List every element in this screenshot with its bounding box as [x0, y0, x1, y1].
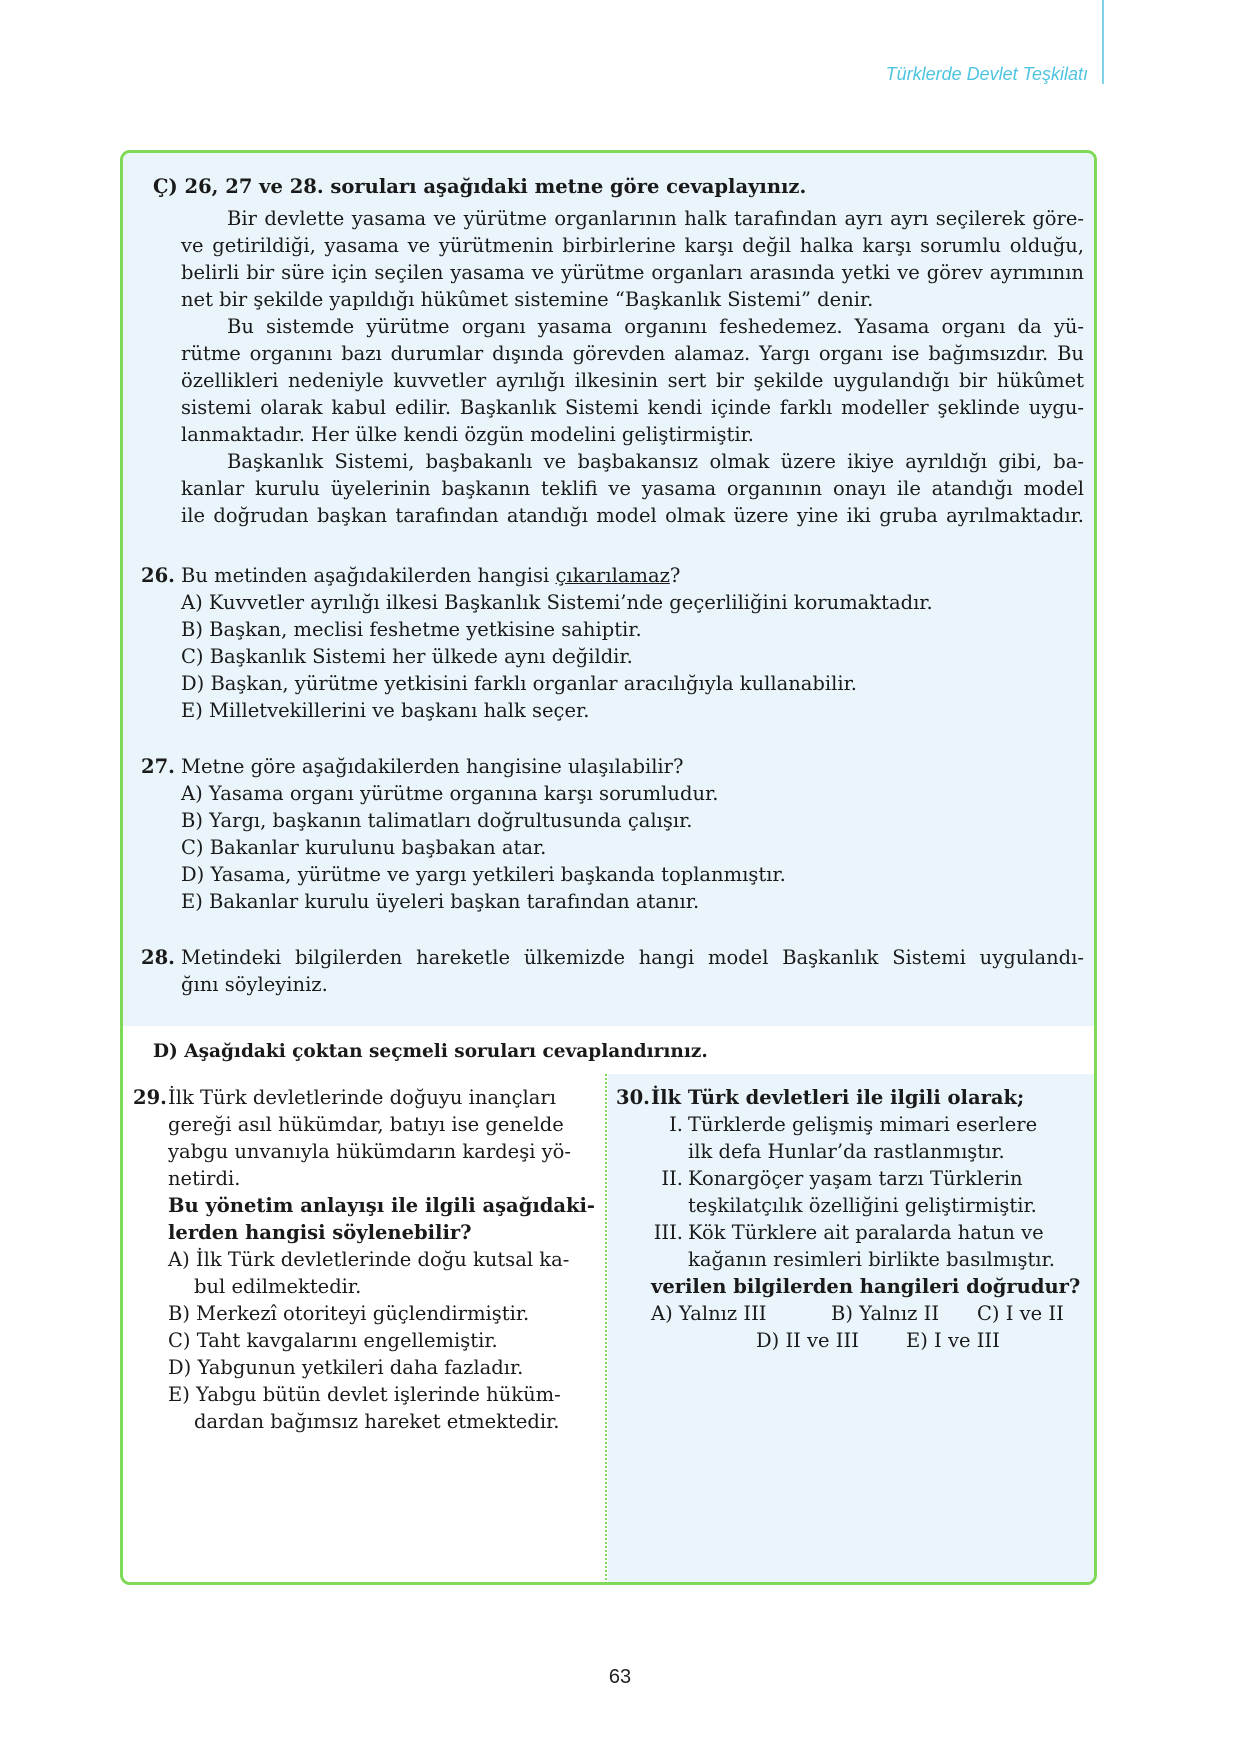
passage-line: sistemi olarak kabul edilir. Başkanlık Sistemi kendi içinde farklı modeller şeklinde uygu-	[181, 396, 1084, 419]
answer-option: E) Yabgu bütün devlet işlerinde hüküm-	[168, 1383, 561, 1406]
question-stem: gereği asıl hükümdar, batıyı ise genelde	[168, 1113, 564, 1136]
passage-line: kanlar kurulu üyelerinin başkanın teklifi ve yasama organının onayı ile atandığı model	[181, 477, 1084, 500]
activity-box	[120, 150, 1097, 1585]
question-number: 29.	[133, 1086, 167, 1109]
stem-text-end: ?	[669, 564, 681, 587]
statement-text: kağanın resimleri birlikte basılmıştır.	[688, 1248, 1055, 1271]
answer-option: D) Yabgunun yetkileri daha fazladır.	[168, 1356, 524, 1379]
statement-text: Konargöçer yaşam tarzı Türklerin	[688, 1167, 1023, 1190]
question-number: 30.	[616, 1086, 650, 1109]
answer-option: A) Yasama organı yürütme organına karşı sorumludur.	[181, 782, 719, 805]
question-stem: Metindeki bilgilerden hareketle ülkemizde hangi model Başkanlık Sistemi uygulandı-	[181, 946, 1084, 969]
section-d-header	[123, 1026, 1094, 1074]
stem-text: Bu metinden aşağıdakilerden hangisi	[181, 564, 556, 587]
question-stem: İlk Türk devletlerinde doğuyu inançları	[168, 1086, 556, 1109]
answer-option: B) Başkan, meclisi feshetme yetkisine sahiptir.	[181, 618, 642, 641]
statement-text: ilk defa Hunlar’da rastlanmıştır.	[688, 1140, 1005, 1163]
question-number: 28.	[141, 946, 175, 969]
statement-text: Kök Türklere ait paralarda hatun ve	[688, 1221, 1044, 1244]
answer-option: B) Merkezî otoriteyi güçlendirmiştir.	[168, 1302, 530, 1325]
statement-numeral: III.	[653, 1221, 683, 1244]
answer-option: A) İlk Türk devletlerinde doğu kutsal ka-	[168, 1248, 570, 1271]
question-number: 27.	[141, 755, 175, 778]
answer-option: A) Yalnız III	[651, 1302, 767, 1325]
answer-option-continuation: bul edilmektedir.	[194, 1275, 362, 1298]
question-prompt: Bu yönetim anlayışı ile ilgili aşağıdaki-	[168, 1194, 596, 1217]
header-divider	[1102, 0, 1104, 84]
answer-option: D) Yasama, yürütme ve yargı yetkileri başkanda toplanmıştır.	[181, 863, 786, 886]
answer-option: B) Yargı, başkanın talimatları doğrultusunda çalışır.	[181, 809, 693, 832]
question-29	[123, 1074, 605, 1585]
stem-emphasis: çıkarılamaz	[555, 564, 670, 587]
passage-line: ve getirildiği, yasama ve yürütmenin birbirlerine karşı değil halka karşı sorumlu olduğu,	[181, 234, 1084, 257]
section-d-heading: D) Aşağıdaki çoktan seçmeli soruları cevaplandırınız.	[153, 1041, 708, 1062]
answer-option: C) I ve II	[977, 1302, 1064, 1325]
question-number: 26.	[141, 564, 175, 587]
passage-line: Bir devlette yasama ve yürütme organlarının halk tarafından ayrı ayrı seçilerek göre-	[227, 207, 1084, 230]
question-30	[608, 1074, 1094, 1585]
column-divider	[605, 1074, 607, 1585]
answer-option: C) Taht kavgalarını engellemiştir.	[168, 1329, 498, 1352]
question-stem: Metne göre aşağıdakilerden hangisine ulaşılabilir?	[181, 755, 684, 778]
page-number: 63	[608, 1666, 632, 1688]
question-stem: netirdi.	[168, 1167, 241, 1190]
passage-line: lanmaktadır. Her ülke kendi özgün modelini geliştirmiştir.	[181, 423, 754, 446]
answer-option: E) Bakanlar kurulu üyeleri başkan tarafından atanır.	[181, 890, 700, 913]
answer-option: C) Bakanlar kurulunu başbakan atar.	[181, 836, 547, 859]
passage-line: rütme organını bazı durumlar dışında görevden alamaz. Yargı organı ise bağımsızdır. Bu	[181, 342, 1084, 365]
passage-line: belirli bir süre için seçilen yasama ve yürütme organları arasında yetki ve görev ayrımının	[181, 261, 1084, 284]
answer-option: C) Başkanlık Sistemi her ülkede aynı değildir.	[181, 645, 633, 668]
passage-line: özellikleri nedeniyle kuvvetler ayrılığı ilkesinin sert bir şekilde uygulandığı bir hükûmet	[181, 369, 1084, 392]
answer-option: B) Yalnız II	[831, 1302, 940, 1325]
chapter-title: Türklerde Devlet Teşkilatı	[885, 64, 1088, 84]
section-c	[123, 153, 1094, 1026]
statement-numeral: II.	[661, 1167, 683, 1190]
answer-option: A) Kuvvetler ayrılığı ilkesi Başkanlık Sistemi’nde geçerliliğini korumaktadır.	[181, 591, 933, 614]
passage-line: Bu sistemde yürütme organı yasama organını feshedemez. Yasama organı da yü-	[227, 315, 1084, 338]
passage-line: net bir şekilde yapıldığı hükûmet sistemine “Başkanlık Sistemi” denir.	[181, 288, 874, 311]
statement-numeral: I.	[669, 1113, 683, 1136]
question-stem: ğını söyleyiniz.	[181, 973, 328, 996]
question-stem	[181, 562, 680, 589]
question-stem: İlk Türk devletleri ile ilgili olarak;	[651, 1086, 1025, 1109]
statement-text: Türklerde gelişmiş mimari eserlere	[688, 1113, 1038, 1136]
statement-text: teşkilatçılık özelliğini geliştirmiştir.	[688, 1194, 1037, 1217]
question-prompt: lerden hangisi söylenebilir?	[168, 1221, 472, 1244]
answer-option: E) I ve III	[906, 1329, 1000, 1352]
answer-option: E) Milletvekillerini ve başkanı halk seçer.	[181, 699, 590, 722]
question-stem: yabgu unvanıyla hükümdarın kardeşi yö-	[168, 1140, 571, 1163]
answer-option: D) II ve III	[756, 1329, 859, 1352]
question-prompt: verilen bilgilerden hangileri doğrudur?	[651, 1275, 1081, 1298]
passage-line: Başkanlık Sistemi, başbakanlı ve başbakansız olmak üzere ikiye ayrıldığı gibi, ba-	[227, 450, 1084, 473]
answer-option: D) Başkan, yürütme yetkisini farklı organlar aracılığıyla kullanabilir.	[181, 672, 857, 695]
answer-option-continuation: dardan bağımsız hareket etmektedir.	[194, 1410, 560, 1433]
passage-line: ile doğrudan başkan tarafından atandığı model olmak üzere yine iki gruba ayrılmaktadır.	[181, 504, 1084, 527]
section-c-heading: Ç) 26, 27 ve 28. soruları aşağıdaki metne göre cevaplayınız.	[153, 175, 807, 198]
